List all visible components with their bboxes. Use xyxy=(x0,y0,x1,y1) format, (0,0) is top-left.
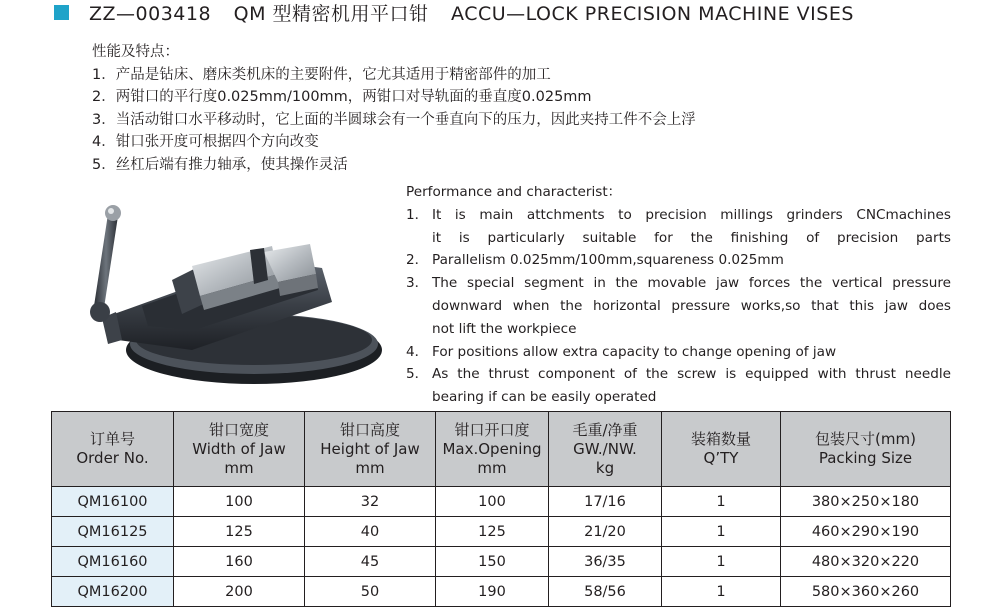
features-en-item-continued xyxy=(406,227,951,250)
features-cn-heading: 性能及特点： xyxy=(92,44,179,60)
spec-table xyxy=(51,411,951,607)
features-en-item xyxy=(406,363,951,386)
header-cn: 包装尺寸(mm) xyxy=(815,430,916,448)
features-cn-item: 1．产品是钻床、磨床类机床的主要附件，它尤其适用于精密部件的加工 xyxy=(92,66,551,83)
item-number: 2． xyxy=(406,252,429,269)
item-text: downward when the horizontal pressure works,so that this jaw does xyxy=(432,297,951,314)
header-unit: mm xyxy=(224,458,254,477)
table-header-row xyxy=(52,412,951,487)
cell-max-opening: 125 xyxy=(436,517,549,547)
cell-packing-size: 480×320×220 xyxy=(781,547,951,577)
table-row xyxy=(52,547,951,577)
header-en: GW./NW. xyxy=(573,439,637,458)
cell-packing-size: 580×360×260 xyxy=(781,577,951,607)
cell-order-no: QM16160 xyxy=(52,547,174,577)
header-en: Packing Size xyxy=(818,449,913,467)
product-name-cn: QM 型精密机用平口钳 xyxy=(233,2,429,25)
item-number: 4． xyxy=(406,343,429,360)
header-en: Order No. xyxy=(76,449,149,467)
item-text: For positions allow extra capacity to change opening of jaw xyxy=(432,343,837,360)
header-en: Q’TY xyxy=(703,449,739,467)
cell-max-opening: 190 xyxy=(436,577,549,607)
header-jaw-width xyxy=(174,412,305,487)
item-text: Parallelism 0.025mm/100mm,squareness 0.025mm xyxy=(432,252,784,269)
item-number: 3． xyxy=(406,275,429,292)
cell-jaw-height: 40 xyxy=(305,517,436,547)
item-text: bearing if can be easily operated xyxy=(432,389,657,406)
features-en-item-continued xyxy=(406,386,951,409)
product-code: ZZ—003418 xyxy=(89,2,212,25)
header-unit: mm xyxy=(477,458,507,477)
features-en-item xyxy=(406,204,951,227)
header-cn: 钳口宽度 xyxy=(208,420,269,439)
cell-quantity: 1 xyxy=(662,547,781,577)
cell-max-opening: 100 xyxy=(436,487,549,517)
header-quantity xyxy=(662,412,781,487)
header-cn: 钳口高度 xyxy=(339,420,400,439)
features-cn-item: 4．钳口张开度可根据四个方向改变 xyxy=(92,134,319,150)
item-text: It is main attchments to precision millings grinders CNCmachines xyxy=(432,206,951,223)
title-marker xyxy=(54,5,69,20)
cell-quantity: 1 xyxy=(662,577,781,607)
cell-jaw-width: 200 xyxy=(174,577,305,607)
cell-weight: 58/56 xyxy=(549,577,662,607)
page-title xyxy=(89,0,870,26)
item-number: 1． xyxy=(406,206,429,223)
cell-jaw-height: 45 xyxy=(305,547,436,577)
cell-jaw-width: 125 xyxy=(174,517,305,547)
header-cn: 毛重/净重 xyxy=(572,420,638,439)
features-en-item-continued xyxy=(406,318,951,341)
header-unit: kg xyxy=(595,458,615,477)
cell-jaw-height: 50 xyxy=(305,577,436,607)
header-cn: 钳口开口度 xyxy=(454,420,530,439)
features-en xyxy=(406,181,951,409)
header-max-opening xyxy=(436,412,549,487)
table-row xyxy=(52,517,951,547)
features-en-item xyxy=(406,272,951,295)
cell-max-opening: 150 xyxy=(436,547,549,577)
cell-quantity: 1 xyxy=(662,517,781,547)
features-en-item xyxy=(406,341,951,364)
cell-order-no: QM16200 xyxy=(52,577,174,607)
header-order-no xyxy=(52,412,174,487)
header-unit: mm xyxy=(355,458,385,477)
table-row xyxy=(52,577,951,607)
cell-jaw-width: 160 xyxy=(174,547,305,577)
header-cn: 装箱数量 xyxy=(690,430,751,448)
features-cn-item: 3．当活动钳口水平移动时，它上面的半圆球会有一个垂直向下的压力，因此夹持工件不会上浮 xyxy=(92,111,696,128)
features-en-item-continued xyxy=(406,295,951,318)
header-packing-size xyxy=(781,412,951,487)
features-cn-item: 2．两钳口的平行度0.025mm/100mm，两钳口对导轨面的垂直度0.025mm xyxy=(92,89,592,105)
cell-weight: 21/20 xyxy=(549,517,662,547)
cell-quantity: 1 xyxy=(662,487,781,517)
features-en-heading: Performance and characterist： xyxy=(406,184,622,200)
item-text: it is particularly suitable for the finishing of precision parts xyxy=(432,229,951,246)
cell-order-no: QM16125 xyxy=(52,517,174,547)
features-en-item xyxy=(406,249,951,272)
item-text: not lift the workpiece xyxy=(432,320,577,337)
cell-order-no: QM16100 xyxy=(52,487,174,517)
cell-packing-size: 460×290×190 xyxy=(781,517,951,547)
title-bar xyxy=(54,0,870,24)
item-number: 5． xyxy=(406,366,429,383)
cell-weight: 17/16 xyxy=(549,487,662,517)
product-name-en: ACCU—LOCK PRECISION MACHINE VISES xyxy=(451,2,854,25)
header-en: Width of Jaw xyxy=(192,439,286,458)
table-row xyxy=(52,487,951,517)
header-jaw-height xyxy=(305,412,436,487)
header-cn: 订单号 xyxy=(89,430,135,448)
features-cn xyxy=(92,41,696,176)
features-cn-item: 5．丝杠后端有推力轴承，使其操作灵活 xyxy=(92,156,348,173)
header-en: Height of Jaw xyxy=(320,439,420,458)
item-text: As the thrust component of the screw is equipped with thrust needle xyxy=(432,366,951,383)
item-text: The special segment in the movable jaw forces the vertical pressure xyxy=(432,275,951,292)
header-weight xyxy=(549,412,662,487)
header-en: Max.Opening xyxy=(442,439,542,458)
vise-product-image xyxy=(82,202,392,394)
cell-jaw-height: 32 xyxy=(305,487,436,517)
cell-packing-size: 380×250×180 xyxy=(781,487,951,517)
cell-weight: 36/35 xyxy=(549,547,662,577)
cell-jaw-width: 100 xyxy=(174,487,305,517)
